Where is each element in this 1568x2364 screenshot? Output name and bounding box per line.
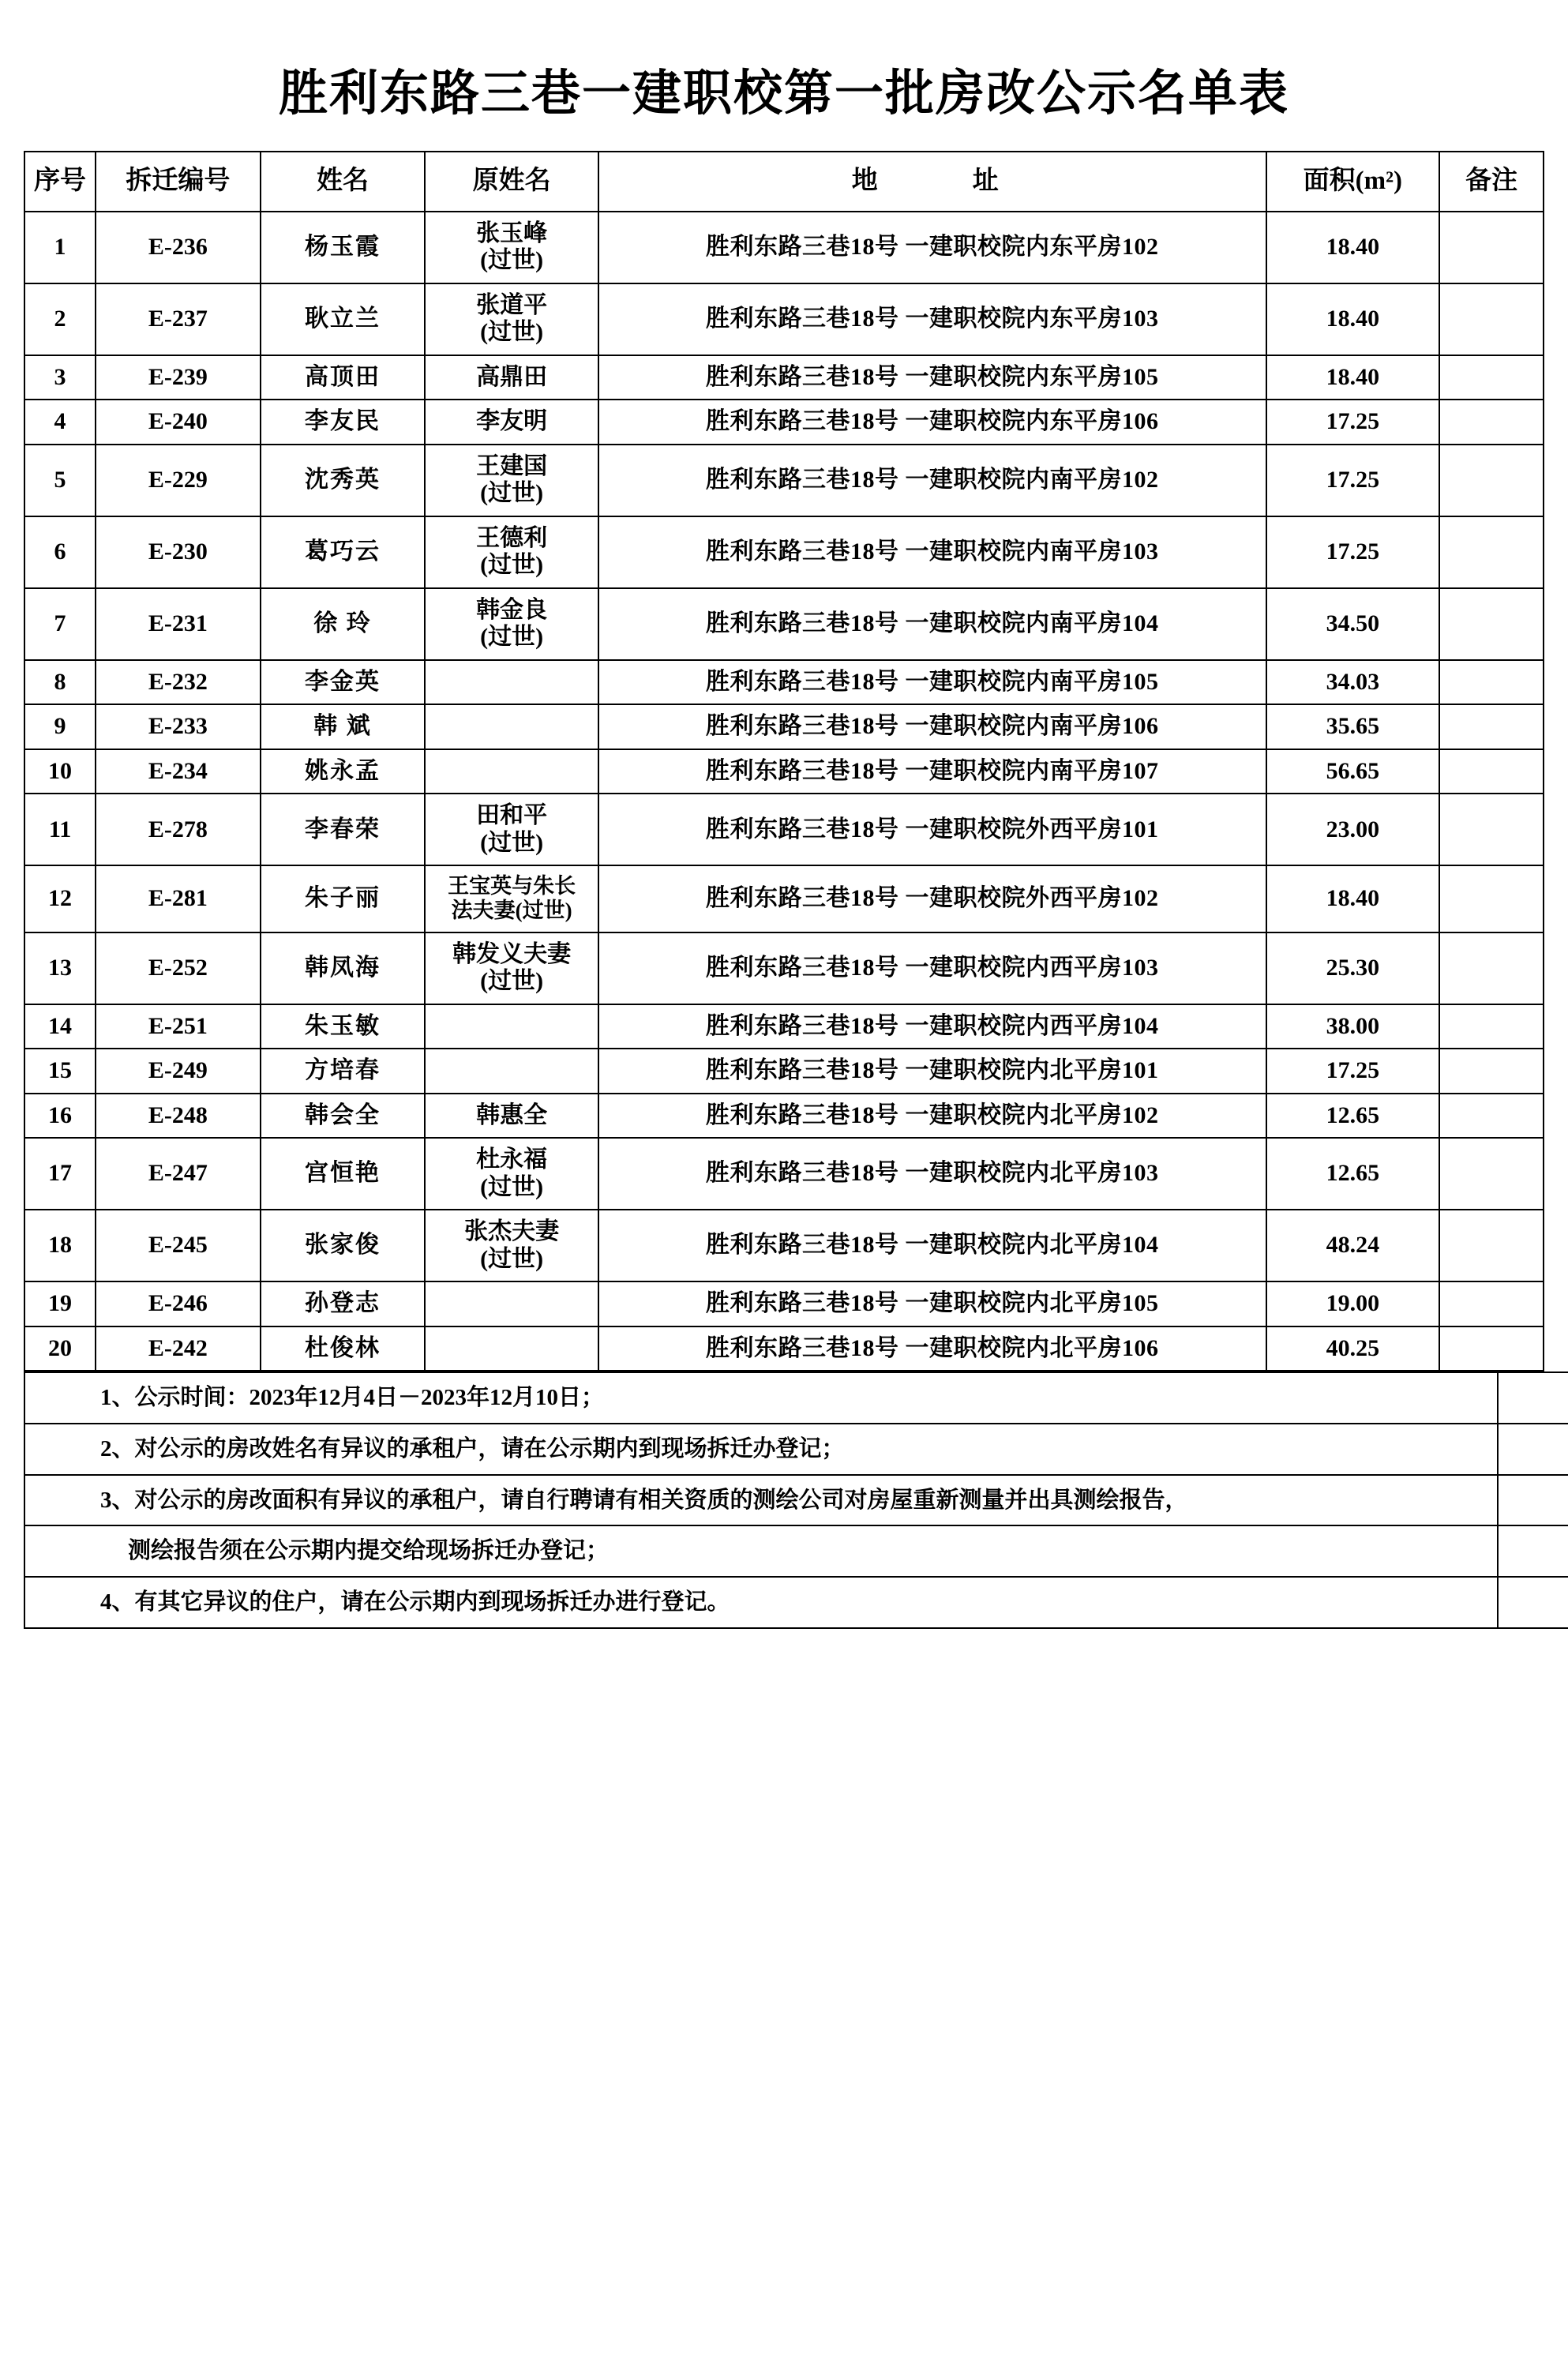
- cell-index: 11: [24, 794, 96, 865]
- cell-area: 19.00: [1266, 1281, 1440, 1326]
- table-row: [24, 1281, 1544, 1326]
- cell-note: [1439, 1326, 1544, 1371]
- cell-index: 19: [24, 1281, 96, 1326]
- cell-index: 17: [24, 1138, 96, 1210]
- note-text: 1、公示时间：2023年12月4日－2023年12月10日；: [24, 1372, 1498, 1424]
- cell-name: 高顶田: [261, 355, 426, 400]
- table-row: [24, 1049, 1544, 1094]
- cell-name: 方培春: [261, 1049, 426, 1094]
- cell-name: 张家俊: [261, 1210, 426, 1281]
- table-header: [24, 152, 1544, 212]
- cell-address: 胜利东路三巷18号 一建职校院外西平房102: [598, 865, 1266, 932]
- cell-note: [1439, 932, 1544, 1004]
- cell-old-name: 杜永福 (过世): [425, 1138, 598, 1210]
- cell-old-name: 张杰夫妻 (过世): [425, 1210, 598, 1281]
- cell-area: 34.03: [1266, 660, 1440, 705]
- table-row: [24, 660, 1544, 705]
- cell-name: 姚永孟: [261, 749, 426, 794]
- cell-note: [1439, 1281, 1544, 1326]
- cell-address: 胜利东路三巷18号 一建职校院内北平房103: [598, 1138, 1266, 1210]
- cell-code: E-251: [96, 1004, 261, 1049]
- cell-code: E-234: [96, 749, 261, 794]
- cell-area: 17.25: [1266, 516, 1440, 588]
- housing-reform-table: [24, 151, 1544, 1371]
- cell-old-name: 张玉峰 (过世): [425, 212, 598, 283]
- cell-name: 朱玉敏: [261, 1004, 426, 1049]
- cell-code: E-245: [96, 1210, 261, 1281]
- note-row: [24, 1577, 1568, 1628]
- cell-address: 胜利东路三巷18号 一建职校院内东平房105: [598, 355, 1266, 400]
- cell-address: 胜利东路三巷18号 一建职校院外西平房101: [598, 794, 1266, 865]
- note-spacer-cell: [1498, 1424, 1568, 1475]
- cell-name: 杜俊林: [261, 1326, 426, 1371]
- cell-note: [1439, 1210, 1544, 1281]
- table-row: [24, 704, 1544, 749]
- cell-address: 胜利东路三巷18号 一建职校院内东平房106: [598, 400, 1266, 445]
- cell-code: E-242: [96, 1326, 261, 1371]
- column-header-address: 地 址: [598, 152, 1266, 212]
- cell-area: 18.40: [1266, 283, 1440, 355]
- notes-body: [24, 1372, 1568, 1628]
- cell-area: 12.65: [1266, 1138, 1440, 1210]
- note-spacer-cell: [1498, 1372, 1568, 1424]
- cell-address: 胜利东路三巷18号 一建职校院内北平房102: [598, 1094, 1266, 1139]
- cell-note: [1439, 588, 1544, 660]
- cell-index: 3: [24, 355, 96, 400]
- note-text: 测绘报告须在公示期内提交给现场拆迁办登记；: [24, 1525, 1498, 1577]
- cell-name: 李春荣: [261, 794, 426, 865]
- cell-name: 耿立兰: [261, 283, 426, 355]
- cell-code: E-278: [96, 794, 261, 865]
- cell-note: [1439, 794, 1544, 865]
- note-text: 2、对公示的房改姓名有异议的承租户，请在公示期内到现场拆迁办登记；: [24, 1424, 1498, 1475]
- table-row: [24, 516, 1544, 588]
- cell-old-name: [425, 1326, 598, 1371]
- cell-index: 14: [24, 1004, 96, 1049]
- cell-code: E-229: [96, 445, 261, 516]
- cell-address: 胜利东路三巷18号 一建职校院内西平房104: [598, 1004, 1266, 1049]
- cell-name: 葛巧云: [261, 516, 426, 588]
- cell-name: 韩 斌: [261, 704, 426, 749]
- cell-index: 8: [24, 660, 96, 705]
- cell-area: 35.65: [1266, 704, 1440, 749]
- cell-old-name: [425, 660, 598, 705]
- cell-name: 李金英: [261, 660, 426, 705]
- cell-address: 胜利东路三巷18号 一建职校院内北平房106: [598, 1326, 1266, 1371]
- cell-area: 17.25: [1266, 1049, 1440, 1094]
- cell-old-name: 韩金良 (过世): [425, 588, 598, 660]
- cell-index: 15: [24, 1049, 96, 1094]
- note-text: 4、有其它异议的住户，请在公示期内到现场拆迁办进行登记。: [24, 1577, 1498, 1628]
- cell-address: 胜利东路三巷18号 一建职校院内北平房101: [598, 1049, 1266, 1094]
- cell-area: 12.65: [1266, 1094, 1440, 1139]
- cell-old-name: 张道平 (过世): [425, 283, 598, 355]
- cell-note: [1439, 1049, 1544, 1094]
- cell-note: [1439, 704, 1544, 749]
- cell-name: 李友民: [261, 400, 426, 445]
- cell-old-name: 韩惠全: [425, 1094, 598, 1139]
- cell-address: 胜利东路三巷18号 一建职校院内东平房102: [598, 212, 1266, 283]
- column-header-note: 备注: [1439, 152, 1544, 212]
- cell-note: [1439, 516, 1544, 588]
- cell-code: E-246: [96, 1281, 261, 1326]
- cell-index: 18: [24, 1210, 96, 1281]
- note-row: [24, 1525, 1568, 1577]
- table-row: [24, 932, 1544, 1004]
- cell-note: [1439, 355, 1544, 400]
- table-body: [24, 212, 1544, 1371]
- cell-index: 1: [24, 212, 96, 283]
- cell-index: 2: [24, 283, 96, 355]
- cell-address: 胜利东路三巷18号 一建职校院内北平房104: [598, 1210, 1266, 1281]
- cell-code: E-232: [96, 660, 261, 705]
- cell-note: [1439, 212, 1544, 283]
- cell-index: 20: [24, 1326, 96, 1371]
- cell-address: 胜利东路三巷18号 一建职校院内西平房103: [598, 932, 1266, 1004]
- table-row: [24, 794, 1544, 865]
- cell-note: [1439, 1094, 1544, 1139]
- cell-index: 4: [24, 400, 96, 445]
- cell-note: [1439, 445, 1544, 516]
- cell-area: 23.00: [1266, 794, 1440, 865]
- cell-name: 沈秀英: [261, 445, 426, 516]
- cell-code: E-281: [96, 865, 261, 932]
- cell-area: 18.40: [1266, 212, 1440, 283]
- cell-old-name: 李友明: [425, 400, 598, 445]
- cell-address: 胜利东路三巷18号 一建职校院内南平房103: [598, 516, 1266, 588]
- column-header-name: 姓名: [261, 152, 426, 212]
- table-row: [24, 865, 1544, 932]
- cell-area: 18.40: [1266, 865, 1440, 932]
- cell-old-name: 王德利 (过世): [425, 516, 598, 588]
- cell-address: 胜利东路三巷18号 一建职校院内南平房106: [598, 704, 1266, 749]
- note-text: 3、对公示的房改面积有异议的承租户，请自行聘请有相关资质的测绘公司对房屋重新测量并出具测绘报告，: [24, 1475, 1498, 1526]
- cell-old-name: [425, 749, 598, 794]
- cell-index: 13: [24, 932, 96, 1004]
- cell-old-name: 田和平 (过世): [425, 794, 598, 865]
- cell-address: 胜利东路三巷18号 一建职校院内南平房105: [598, 660, 1266, 705]
- cell-old-name: 王宝英与朱长 法夫妻(过世): [425, 865, 598, 932]
- cell-code: E-248: [96, 1094, 261, 1139]
- table-row: [24, 1138, 1544, 1210]
- cell-address: 胜利东路三巷18号 一建职校院内南平房104: [598, 588, 1266, 660]
- cell-code: E-233: [96, 704, 261, 749]
- cell-index: 7: [24, 588, 96, 660]
- note-spacer-cell: [1498, 1475, 1568, 1526]
- cell-name: 徐 玲: [261, 588, 426, 660]
- table-row: [24, 355, 1544, 400]
- table-row: [24, 400, 1544, 445]
- note-spacer-cell: [1498, 1525, 1568, 1577]
- page-title: 胜利东路三巷一建职校第一批房改公示名单表: [278, 67, 1289, 121]
- table-header-row: [24, 152, 1544, 212]
- cell-index: 9: [24, 704, 96, 749]
- cell-address: 胜利东路三巷18号 一建职校院内东平房103: [598, 283, 1266, 355]
- note-row: [24, 1475, 1568, 1526]
- cell-address: 胜利东路三巷18号 一建职校院内北平房105: [598, 1281, 1266, 1326]
- cell-name: 杨玉霞: [261, 212, 426, 283]
- cell-area: 25.30: [1266, 932, 1440, 1004]
- cell-old-name: [425, 1281, 598, 1326]
- table-row: [24, 1326, 1544, 1371]
- note-spacer-cell: [1498, 1577, 1568, 1628]
- cell-area: 38.00: [1266, 1004, 1440, 1049]
- cell-area: 34.50: [1266, 588, 1440, 660]
- cell-name: 韩凤海: [261, 932, 426, 1004]
- cell-code: E-249: [96, 1049, 261, 1094]
- cell-area: 17.25: [1266, 400, 1440, 445]
- note-row: [24, 1372, 1568, 1424]
- cell-note: [1439, 749, 1544, 794]
- column-header-old-name: 原姓名: [425, 152, 598, 212]
- cell-note: [1439, 400, 1544, 445]
- cell-area: 18.40: [1266, 355, 1440, 400]
- cell-old-name: [425, 1049, 598, 1094]
- cell-name: 韩会全: [261, 1094, 426, 1139]
- cell-note: [1439, 1138, 1544, 1210]
- cell-old-name: 韩发义夫妻 (过世): [425, 932, 598, 1004]
- cell-old-name: 王建国 (过世): [425, 445, 598, 516]
- cell-code: E-236: [96, 212, 261, 283]
- cell-name: 宫恒艳: [261, 1138, 426, 1210]
- cell-code: E-239: [96, 355, 261, 400]
- table-row: [24, 445, 1544, 516]
- cell-name: 孙登志: [261, 1281, 426, 1326]
- cell-address: 胜利东路三巷18号 一建职校院内南平房102: [598, 445, 1266, 516]
- cell-index: 6: [24, 516, 96, 588]
- notes-table: [24, 1371, 1568, 1629]
- table-row: [24, 749, 1544, 794]
- note-row: [24, 1424, 1568, 1475]
- cell-note: [1439, 1004, 1544, 1049]
- cell-index: 12: [24, 865, 96, 932]
- cell-code: E-252: [96, 932, 261, 1004]
- column-header-code: 拆迁编号: [96, 152, 261, 212]
- table-row: [24, 1094, 1544, 1139]
- table-row: [24, 1004, 1544, 1049]
- table-row: [24, 588, 1544, 660]
- cell-area: 17.25: [1266, 445, 1440, 516]
- cell-note: [1439, 283, 1544, 355]
- cell-area: 40.25: [1266, 1326, 1440, 1371]
- table-row: [24, 1210, 1544, 1281]
- table-row: [24, 283, 1544, 355]
- cell-code: E-231: [96, 588, 261, 660]
- cell-code: E-230: [96, 516, 261, 588]
- cell-name: 朱子丽: [261, 865, 426, 932]
- column-header-area: 面积(m²): [1266, 152, 1440, 212]
- cell-index: 16: [24, 1094, 96, 1139]
- cell-code: E-237: [96, 283, 261, 355]
- cell-area: 48.24: [1266, 1210, 1440, 1281]
- cell-old-name: 高鼎田: [425, 355, 598, 400]
- column-header-index: 序号: [24, 152, 96, 212]
- cell-address: 胜利东路三巷18号 一建职校院内南平房107: [598, 749, 1266, 794]
- cell-old-name: [425, 704, 598, 749]
- cell-area: 56.65: [1266, 749, 1440, 794]
- table-row: [24, 212, 1544, 283]
- cell-code: E-240: [96, 400, 261, 445]
- cell-code: E-247: [96, 1138, 261, 1210]
- cell-note: [1439, 865, 1544, 932]
- cell-index: 5: [24, 445, 96, 516]
- cell-index: 10: [24, 749, 96, 794]
- cell-old-name: [425, 1004, 598, 1049]
- cell-note: [1439, 660, 1544, 705]
